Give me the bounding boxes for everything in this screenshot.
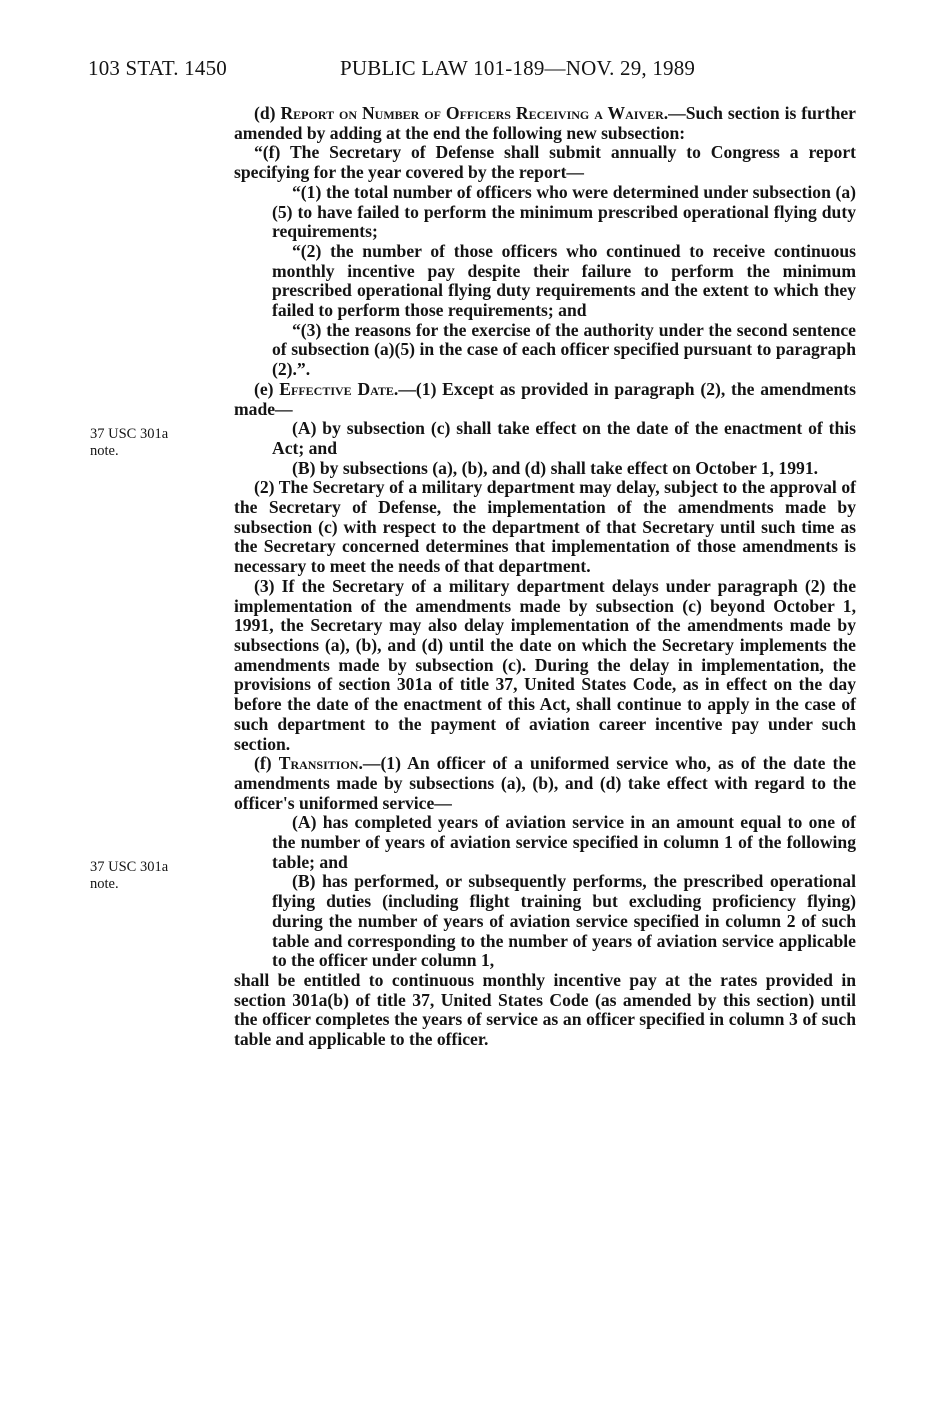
document-body [234,104,856,1050]
effective-item-a: (A) by subsection (c) shall take effect on the date of the enactment of this Act; and [272,418,856,458]
section-e-heading: Effective Date. [279,378,399,399]
section-f-paragraph [234,754,856,813]
section-d-label: (d) [254,103,281,123]
section-d-heading: Report on Number of Officers Receiving a Waiver. [280,103,669,123]
page-stat-number: 103 STAT. 1450 [88,56,227,80]
margin-note-citation: 37 USC 301a [90,859,169,875]
margin-note-transition [90,859,168,893]
margin-note-suffix: note. [90,443,119,459]
section-e-label: (e) [254,378,280,399]
effective-paragraph-2: (2) The Secretary of a military department may delay, subject to the approval of the Secretary of Defense, the implementation of the amendments made by subsection (c) with respect to the department of that Secretary until such time as the Secretary concerned determines that implementation of those amendments is necessary to meet the needs of that department. [234,477,856,577]
section-f-heading: Transition. [278,753,363,774]
transition-item-a: (A) has completed years of aviation service in an amount equal to one of the number of years of aviation service specified in column 1 of the following table; and [272,812,856,872]
section-d-paragraph [234,104,856,143]
page-law-title: PUBLIC LAW 101-189—NOV. 29, 1989 [340,56,696,80]
section-d-text: —Such section is further amended by adding at the end the following new subsection: [234,103,856,143]
transition-closing: shall be entitled to continuous monthly incentive pay at the rates provided in section 301a(b) of title 37, United States Code (as amended by this section) until the officer completes the years of service as an officer specified in column 3 of such table and applicable to the officer. [234,969,856,1050]
margin-note-suffix: note. [90,876,119,892]
section-f-label: (f) [254,753,279,774]
effective-item-b: (B) by subsections (a), (b), and (d) shall take effect on October 1, 1991. [292,457,819,478]
report-item-3: “(3) the reasons for the exercise of the authority under the second sentence of subsection (a)(5) in the case of each officer specified pursuant to paragraph (2).”. [272,319,856,380]
transition-item-b: (B) has performed, or subsequently performs, the prescribed operational flying duties (including flight training but excluding proficiency flying) during the number of years of aviation service specified in column 2 of such table and corresponding to the number of years of aviation service applicable to the officer under column 1, [272,871,856,971]
margin-note-effective-date [90,426,168,460]
report-item-2: “(2) the number of those officers who continued to receive continuous monthly incentive pay despite their failure to perform the minimum prescribed operational flying duty requirements and the extent to which they failed to perform those requirements; and [272,240,856,321]
section-e-paragraph [234,380,856,419]
subsection-f-intro: “(f) The Secretary of Defense shall submit annually to Congress a report specifying for the year covered by the report— [234,142,856,183]
report-item-1: “(1) the total number of officers who were determined under subsection (a)(5) to have failed to perform the minimum prescribed operational flying duty requirements; [272,181,856,242]
section-f-text: —(1) An officer of a uniformed service who, as of the date the amendments made by subsections (a), (b), and (d) take effect with regard to the officer's uniformed service— [234,753,856,813]
section-e-text: —(1) Except as provided in paragraph (2), the amendments made— [234,378,856,419]
effective-paragraph-3: (3) If the Secretary of a military department delays under paragraph (2) the implementation of the amendments made by subsection (c) beyond October 1, 1991, the Secretary may also delay implementation of the amendments made by subsections (a), (b), and (d) until the date on which the Secretary implements the amendments made by subsection (c). During the delay in implementation, the provisions of section 301a of title 37, United States Code, as in effect on the day before the date of the enactment of this Act, shall continue to apply in the case of such department to the payment of aviation career incentive pay under such section. [234,575,856,754]
margin-note-citation: 37 USC 301a [90,426,169,442]
